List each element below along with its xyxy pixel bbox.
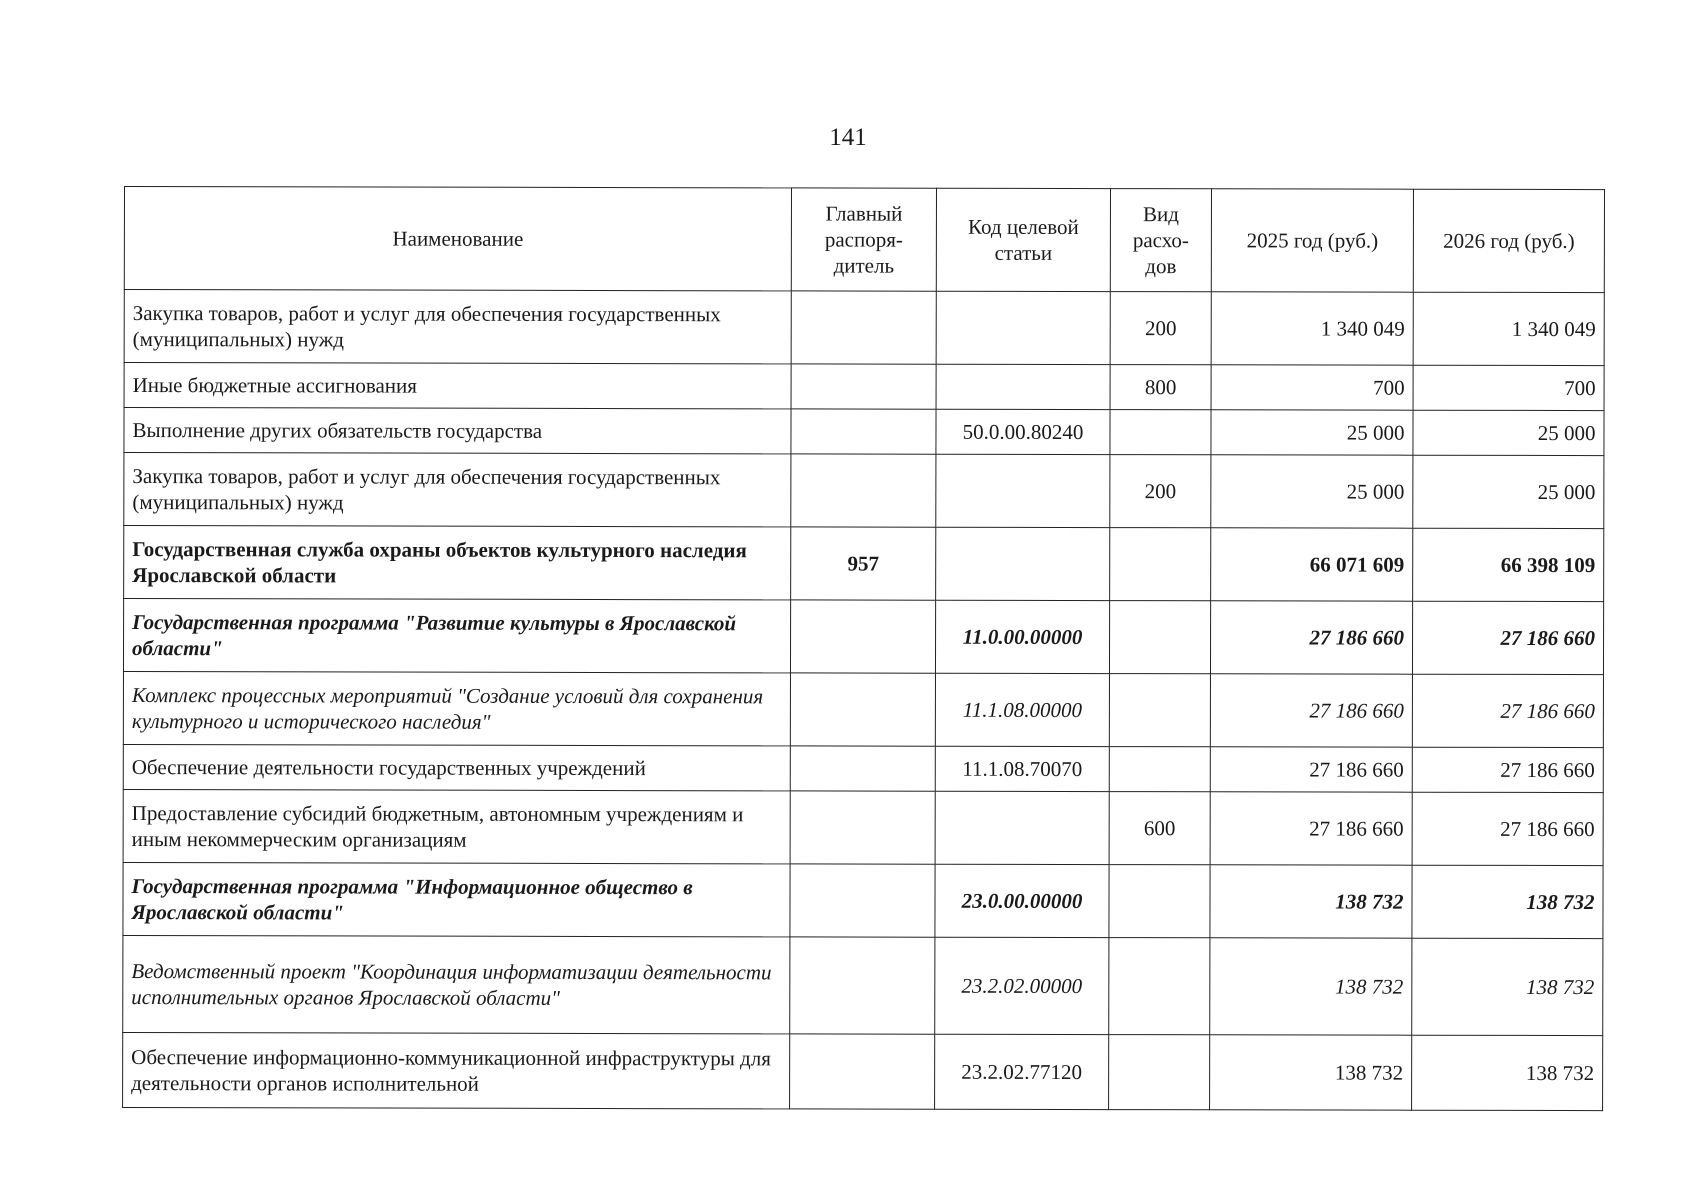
- cell-2025: 25 000: [1211, 410, 1413, 455]
- cell-2025: 138 732: [1210, 1035, 1412, 1110]
- cell-2026: 27 186 660: [1412, 601, 1603, 674]
- cell-code: [936, 291, 1110, 364]
- cell-grs: [790, 864, 935, 937]
- cell-name: Закупка товаров, работ и услуг для обеспечения государственных (муниципальных) нужд: [124, 453, 791, 527]
- cell-2026: 1 340 049: [1413, 292, 1604, 365]
- cell-name: Государственная служба охраны объектов культурного наследия Ярославской области: [124, 526, 791, 600]
- cell-name: Предоставление субсидий бюджетным, автономным учреждениям и иным некоммерческим организациям: [123, 789, 790, 863]
- cell-code: [936, 527, 1110, 600]
- table-row: [124, 526, 1604, 602]
- cell-code: 11.1.08.70070: [935, 746, 1109, 791]
- cell-2026: 25 000: [1413, 410, 1604, 455]
- table-row: [123, 744, 1603, 792]
- table-row: [124, 363, 1604, 411]
- header-2025: 2025 год (руб.): [1211, 189, 1413, 292]
- cell-grs: [790, 673, 935, 746]
- table-row: [123, 672, 1603, 748]
- cell-grs: [791, 409, 936, 454]
- cell-name: Ведомственный проект "Координация информатизации деятельности исполнительных органов Ярославской области": [123, 935, 790, 1033]
- cell-2025: 27 186 660: [1210, 747, 1412, 792]
- cell-2025: 25 000: [1211, 455, 1413, 528]
- cell-vid: 600: [1109, 792, 1210, 865]
- cell-vid: [1109, 865, 1210, 938]
- budget-table: [122, 186, 1605, 1111]
- cell-2026: 138 732: [1412, 1035, 1603, 1110]
- cell-code: 23.2.02.77120: [935, 1034, 1109, 1109]
- cell-vid: [1109, 1035, 1210, 1110]
- cell-2025: 66 071 609: [1211, 528, 1413, 601]
- table-row: [123, 789, 1603, 865]
- cell-2025: 27 186 660: [1210, 792, 1412, 865]
- cell-vid: [1109, 747, 1210, 792]
- page-number: 141: [829, 124, 867, 151]
- cell-2025: 138 732: [1210, 938, 1412, 1035]
- cell-grs: [790, 1034, 935, 1109]
- cell-name: Обеспечение информационно-коммуникационной инфраструктуры для деятельности органов исполнительной: [123, 1032, 790, 1108]
- header-vid: Вид расхо-дов: [1110, 189, 1211, 292]
- cell-vid: 200: [1110, 455, 1211, 528]
- cell-code: 23.0.00.00000: [935, 864, 1109, 937]
- cell-2025: 1 340 049: [1211, 292, 1413, 365]
- cell-grs: [791, 364, 936, 409]
- cell-vid: [1110, 410, 1211, 455]
- header-grs: Главный распоря-дитель: [791, 188, 936, 291]
- cell-code: 11.0.00.00000: [935, 600, 1109, 673]
- cell-vid: 200: [1110, 292, 1211, 365]
- cell-grs: [790, 937, 935, 1034]
- cell-code: 11.1.08.00000: [935, 673, 1109, 746]
- cell-name: Комплекс процессных мероприятий "Создание условий для сохранения культурного и исторического наследия": [123, 672, 790, 746]
- cell-2026: 138 732: [1412, 865, 1603, 938]
- cell-2025: 138 732: [1210, 865, 1412, 938]
- cell-2026: 27 186 660: [1412, 792, 1603, 865]
- cell-2025: 27 186 660: [1210, 601, 1412, 674]
- cell-code: 50.0.00.80240: [936, 409, 1110, 454]
- cell-vid: 800: [1110, 365, 1211, 410]
- cell-grs: [790, 746, 935, 791]
- cell-grs: [790, 600, 935, 673]
- table-row: [123, 599, 1603, 675]
- cell-grs: 957: [791, 527, 936, 600]
- table-row: [123, 862, 1603, 938]
- table-row: [123, 1032, 1603, 1110]
- header-name: Наименование: [124, 187, 791, 291]
- cell-code: [936, 454, 1110, 527]
- header-code: Код целевой статьи: [936, 188, 1110, 291]
- cell-2026: 66 398 109: [1413, 528, 1604, 601]
- cell-grs: [791, 454, 936, 527]
- cell-vid: [1109, 601, 1210, 674]
- cell-2026: 27 186 660: [1412, 747, 1603, 792]
- table-row: [123, 935, 1603, 1035]
- cell-name: Государственная программа "Развитие культуры в Ярославской области": [123, 599, 790, 673]
- cell-2026: 25 000: [1413, 455, 1604, 528]
- cell-code: 23.2.02.00000: [935, 937, 1109, 1034]
- cell-vid: [1110, 528, 1211, 601]
- table-row: [124, 453, 1604, 529]
- table-row: [124, 290, 1604, 366]
- cell-grs: [791, 291, 936, 364]
- header-2026: 2026 год (руб.): [1413, 189, 1604, 292]
- table-row: [124, 408, 1604, 456]
- cell-vid: [1109, 938, 1210, 1035]
- table-header-row: [124, 187, 1604, 293]
- cell-name: Государственная программа "Информационное общество в Ярославской области": [123, 862, 790, 936]
- cell-2025: 27 186 660: [1210, 674, 1412, 747]
- cell-2026: 700: [1413, 365, 1604, 410]
- cell-code: [936, 364, 1110, 409]
- cell-name: Выполнение других обязательств государства: [124, 408, 791, 454]
- cell-code: [935, 791, 1109, 864]
- cell-grs: [790, 791, 935, 864]
- cell-2026: 138 732: [1412, 938, 1603, 1035]
- cell-2026: 27 186 660: [1412, 674, 1603, 747]
- cell-name: Закупка товаров, работ и услуг для обеспечения государственных (муниципальных) нужд: [124, 290, 791, 364]
- cell-2025: 700: [1211, 365, 1413, 410]
- cell-name: Иные бюджетные ассигнования: [124, 363, 791, 409]
- cell-vid: [1109, 674, 1210, 747]
- cell-name: Обеспечение деятельности государственных учреждений: [123, 744, 790, 790]
